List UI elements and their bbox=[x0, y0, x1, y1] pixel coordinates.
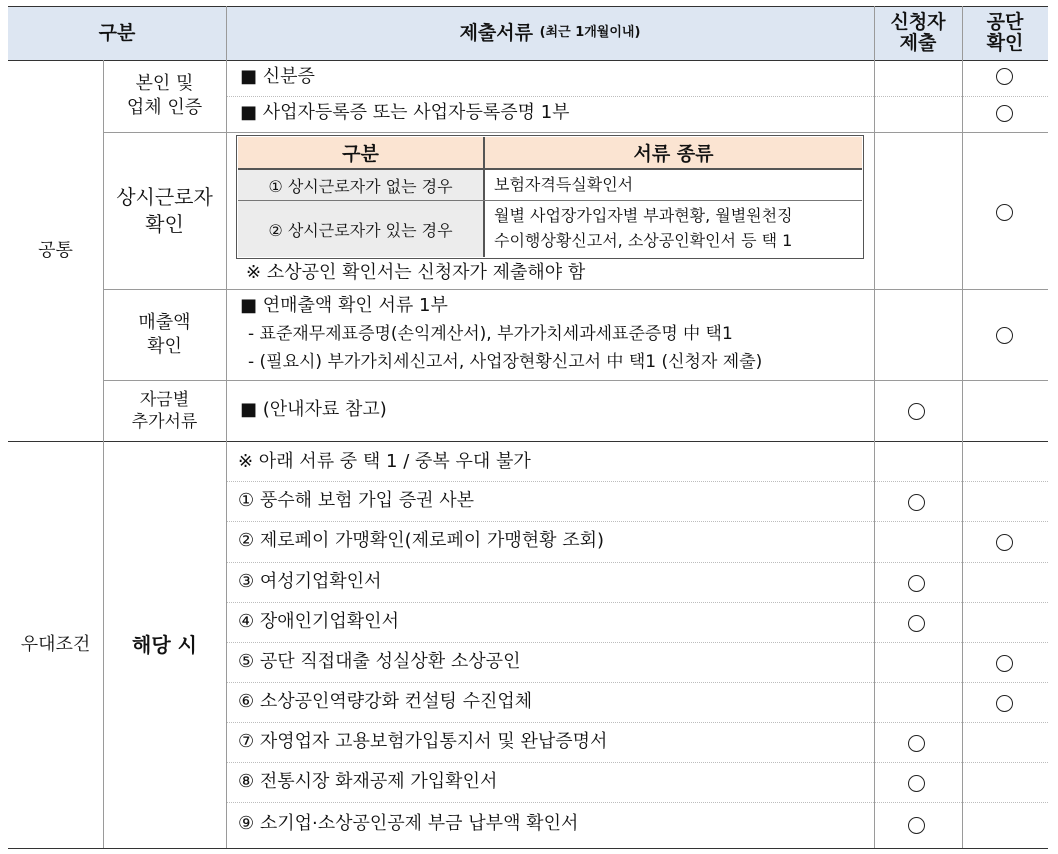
header-category: 구분 bbox=[98, 22, 136, 44]
employees-case-1: ① 상시근로자가 없는 경우 bbox=[238, 170, 483, 200]
preferential-note: ※ 아래 서류 중 택 1 / 중복 우대 불가 bbox=[238, 451, 531, 472]
employees-doc-1: 보험자격득실확인서 bbox=[494, 175, 634, 194]
preferential-label: 우대조건 bbox=[20, 633, 91, 655]
mark-employees bbox=[996, 204, 1013, 221]
mark-preferential-7 bbox=[908, 735, 925, 752]
mark-preferential-3 bbox=[908, 575, 925, 592]
header-applicant: 신청자 제출 bbox=[890, 11, 946, 54]
sales-line-2: - 표준재무제표증명(손익계산서), 부가가치세과세표준증명 中 택1 bbox=[248, 324, 733, 344]
header-documents-note: (최근 1개월이내) bbox=[539, 25, 641, 40]
employees-note: ※ 소상공인 확인서는 신청자가 제출해야 함 bbox=[246, 262, 586, 283]
employees-doc-2: 월별 사업장가입자별 부과현황, 월별원천징 수이행상황신고서, 소상공인확인서 등 택 1 bbox=[494, 206, 793, 250]
preferential-item-9: ⑨ 소기업·소상공인공제 부금 납부액 확인서 bbox=[238, 813, 579, 834]
preferential-item-2: ② 제로페이 가맹확인(제로페이 가맹현황 조회) bbox=[238, 530, 605, 551]
preferential-item-1: ① 풍수해 보험 가입 증권 사본 bbox=[238, 490, 475, 511]
preferential-item-6: ⑥ 소상공인역량강화 컨설팅 수진업체 bbox=[238, 691, 533, 712]
mark-preferential-2 bbox=[996, 534, 1013, 551]
mark-preferential-9 bbox=[908, 817, 925, 834]
mark-preferential-5 bbox=[996, 655, 1013, 672]
preferential-item-7: ⑦ 자영업자 고용보험가입통지서 및 완납증명서 bbox=[238, 731, 608, 752]
preferential-item-5: ⑤ 공단 직접대출 성실상환 소상공인 bbox=[238, 651, 521, 672]
employees-inner-header-category: 구분 bbox=[238, 137, 483, 168]
mark-sales bbox=[996, 327, 1013, 344]
mark-identity-1 bbox=[996, 68, 1013, 85]
extra-item: ■ (안내자료 참고) bbox=[240, 399, 387, 420]
mark-preferential-4 bbox=[908, 615, 925, 632]
preferential-item-8: ⑧ 전통시장 화재공제 가입확인서 bbox=[238, 771, 498, 792]
mark-preferential-8 bbox=[908, 775, 925, 792]
extra-label: 자금별 추가서류 bbox=[131, 389, 198, 432]
sales-label: 매출액 확인 bbox=[138, 311, 191, 357]
common-label: 공통 bbox=[38, 239, 73, 261]
header-agency: 공단 확인 bbox=[986, 11, 1024, 54]
sales-line-3: - (필요시) 부가가치세신고서, 사업장현황신고서 中 택1 (신청자 제출) bbox=[248, 352, 763, 372]
employees-case-2: ② 상시근로자가 있는 경우 bbox=[238, 201, 483, 257]
employees-label: 상시근로자 확인 bbox=[116, 184, 213, 236]
identity-item-2: ■ 사업자등록증 또는 사업자등록증명 1부 bbox=[240, 102, 570, 123]
header-documents: 제출서류 (최근 1개월이내) bbox=[459, 22, 641, 44]
preferential-item-4: ④ 장애인기업확인서 bbox=[238, 611, 399, 632]
mark-preferential-6 bbox=[996, 695, 1013, 712]
employees-inner-header-docs: 서류 종류 bbox=[485, 137, 862, 168]
preferential-sub-label: 해당 시 bbox=[132, 632, 197, 657]
mark-preferential-1 bbox=[908, 494, 925, 511]
identity-label: 본인 및 업체 인증 bbox=[126, 73, 203, 118]
sales-line-1: ■ 연매출액 확인 서류 1부 bbox=[240, 295, 448, 316]
mark-identity-2 bbox=[996, 105, 1013, 122]
preferential-item-3: ③ 여성기업확인서 bbox=[238, 571, 382, 592]
mark-extra bbox=[908, 403, 925, 420]
identity-item-1: ■ 신분증 bbox=[240, 66, 315, 87]
